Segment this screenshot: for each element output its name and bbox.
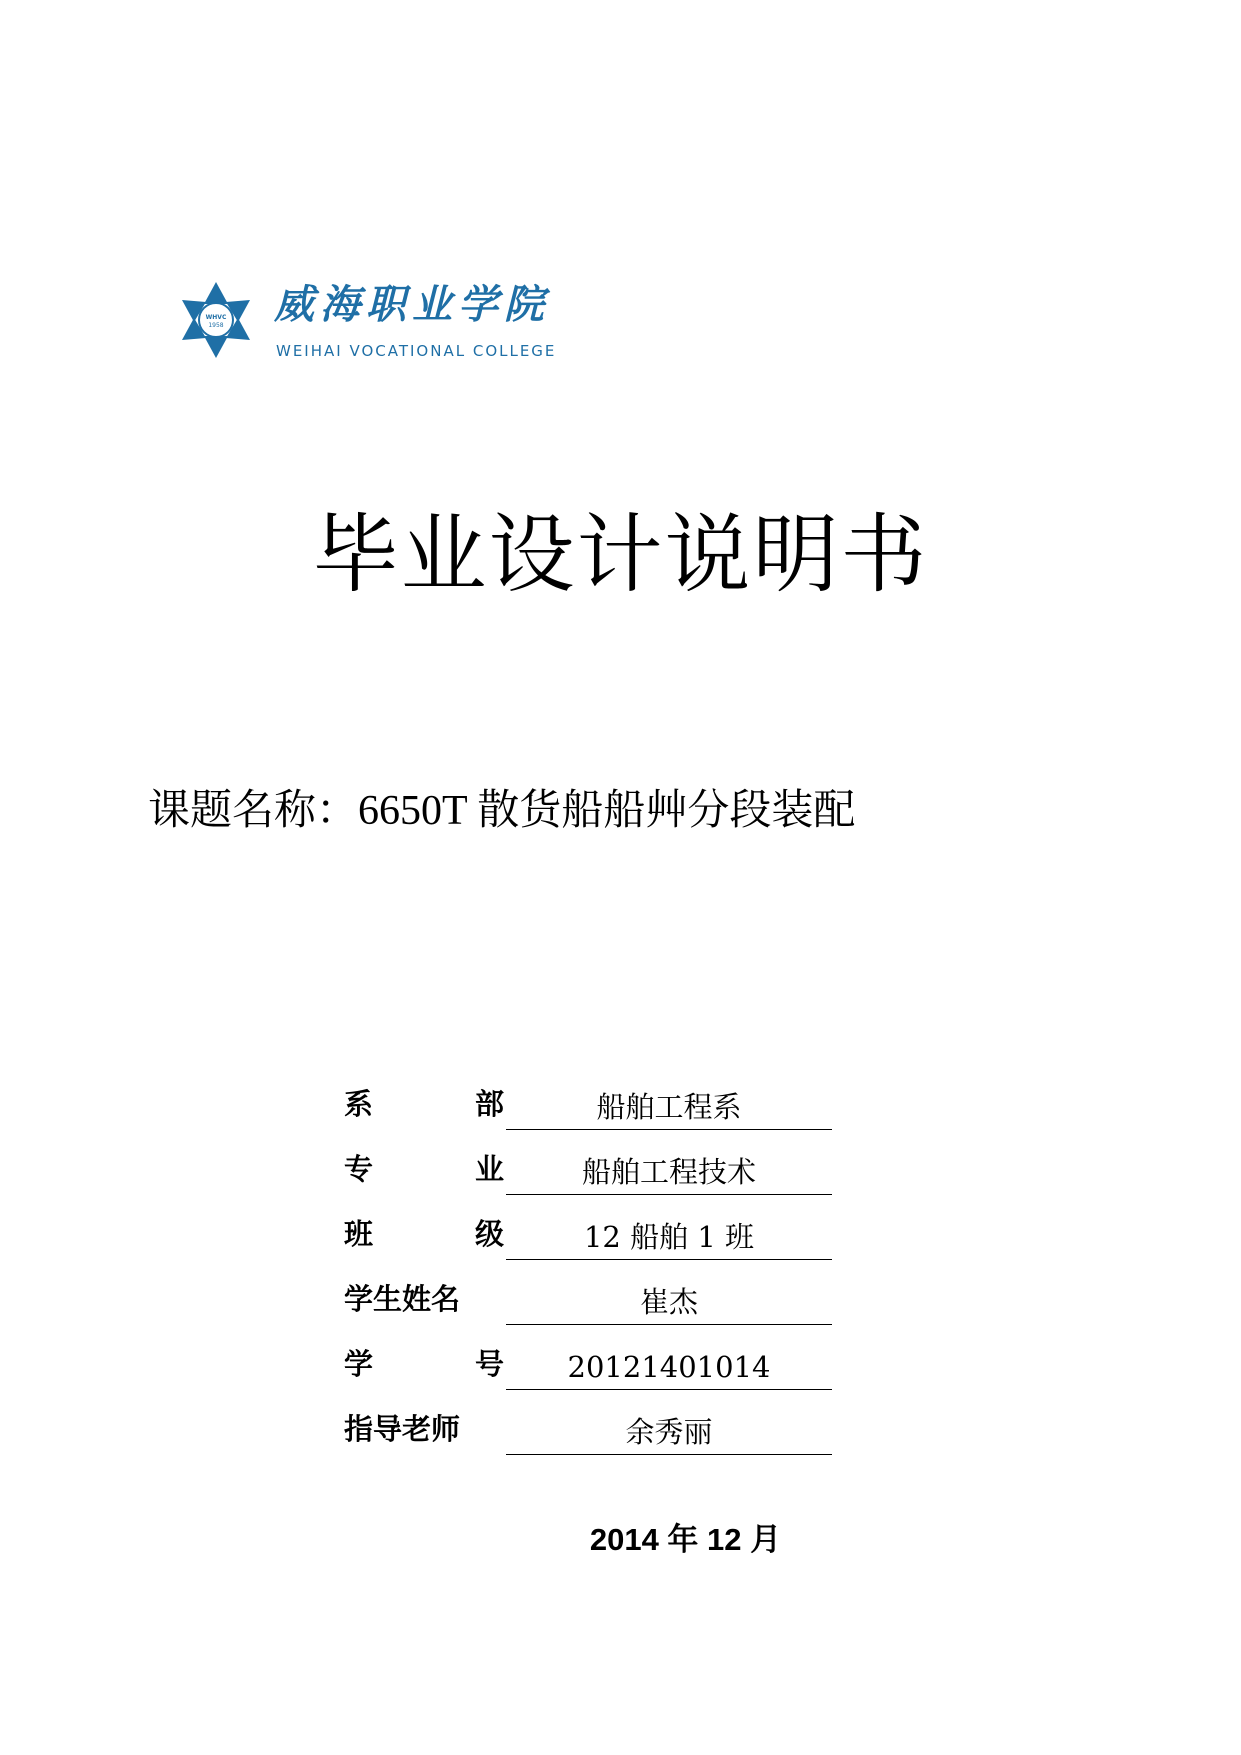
college-logo: [178, 280, 578, 370]
info-label: 系 部: [344, 1087, 504, 1121]
info-value-class: 12 船舶 1 班: [506, 1217, 832, 1260]
topic-value: 6650T 散货船船艸分段装配: [358, 788, 856, 834]
emblem-text-bottom: 1958: [208, 322, 224, 329]
info-table: [344, 1065, 834, 1455]
document-title: 毕业设计说明书: [312, 505, 929, 605]
topic-label: 课题名称：: [148, 785, 359, 834]
college-name-cn: 威海职业学院: [274, 281, 550, 328]
document-date: 2014 年 12 月: [589, 1522, 782, 1557]
info-row-student-name: [344, 1260, 834, 1325]
college-name-en: WEIHAI VOCATIONAL COLLEGE: [276, 342, 557, 360]
info-label: 学 号: [344, 1347, 504, 1381]
info-value-student-name: 崔杰: [506, 1282, 832, 1325]
college-emblem-icon: [178, 280, 254, 360]
info-value-advisor: 余秀丽: [506, 1412, 832, 1455]
info-row-department: [344, 1065, 834, 1130]
emblem-text-top: WHVC: [205, 314, 227, 321]
info-value-department: 船舶工程系: [506, 1087, 832, 1130]
info-value-student-id: 20121401014: [506, 1347, 832, 1390]
info-label: 指导老师: [344, 1412, 461, 1446]
info-row-class: [344, 1195, 834, 1260]
info-label: 班 级: [344, 1217, 504, 1251]
info-label: 学生姓名: [344, 1282, 461, 1316]
info-label: 专 业: [344, 1152, 504, 1186]
topic-line: [148, 782, 855, 839]
info-row-major: [344, 1130, 834, 1195]
info-value-major: 船舶工程技术: [506, 1152, 832, 1195]
info-row-advisor: [344, 1390, 834, 1455]
info-row-student-id: [344, 1325, 834, 1390]
